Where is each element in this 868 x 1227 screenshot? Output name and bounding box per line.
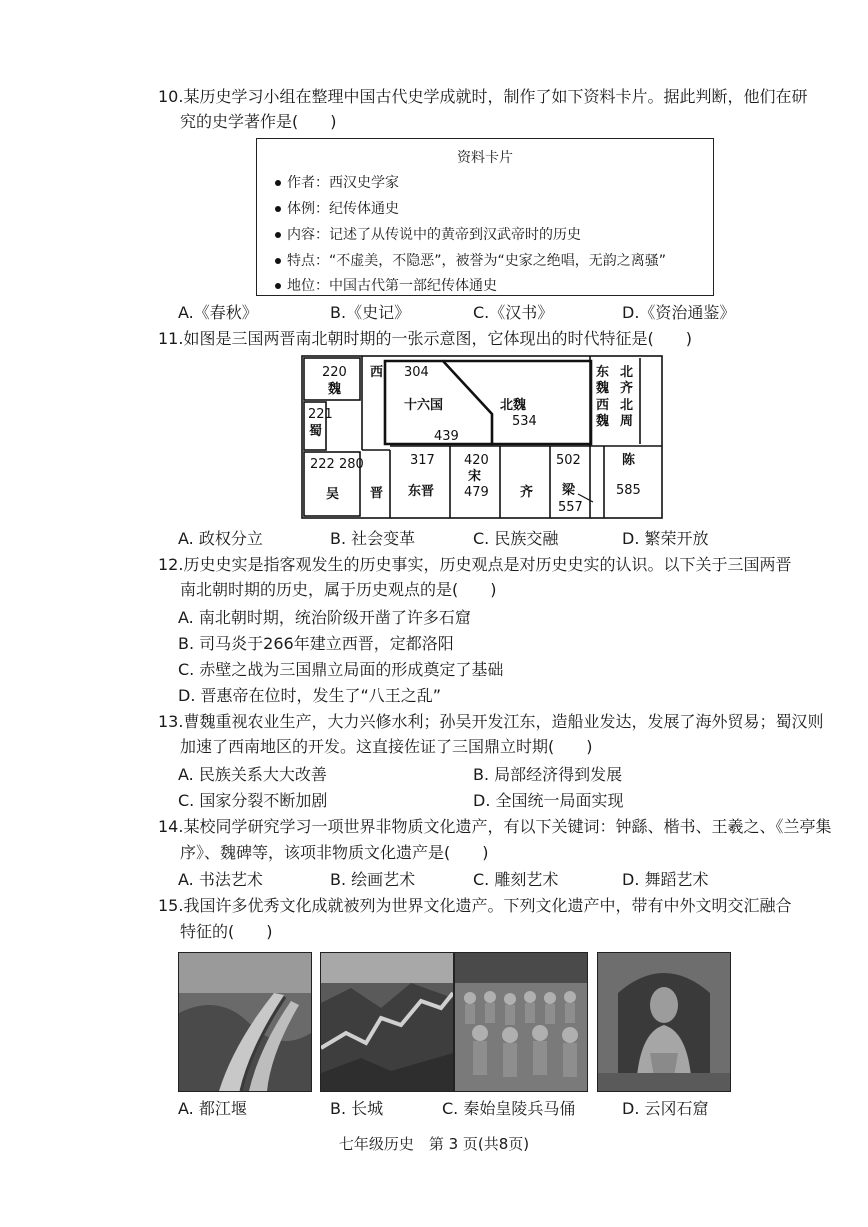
q10-option-d[interactable]: D.《资治通鉴》: [622, 303, 736, 322]
label-xi: 西: [370, 365, 384, 380]
bullet-icon: [275, 258, 281, 264]
page-footer: 七年级历史 第 3 页(共8页): [338, 1135, 530, 1153]
label-year-317: 317: [410, 453, 435, 468]
q13-option-d[interactable]: D. 全国统一局面实现: [473, 791, 624, 810]
q15-stem-line1: 15.我国许多优秀文化成就被列为世界文化遗产。下列文化遗产中，带有中外文明交汇融合: [158, 896, 792, 915]
label-xiwei-1: 西: [596, 398, 610, 413]
label-wu-years: 222 280: [310, 457, 364, 472]
q15-option-c[interactable]: C. 秦始皇陵兵马俑: [442, 1099, 576, 1118]
card-item: 地位：中国古代第一部纪传体通史: [275, 275, 497, 295]
q14-option-c[interactable]: C. 雕刻艺术: [473, 870, 559, 889]
label-wei: 魏: [328, 382, 342, 397]
q11-option-c[interactable]: C. 民族交融: [473, 529, 559, 548]
q13-option-a[interactable]: A. 民族关系大大改善: [178, 765, 327, 784]
label-qi: 齐: [520, 485, 534, 500]
label-chen: 陈: [622, 453, 636, 468]
q13-stem-line1: 13.曹魏重视农业生产，大力兴修水利；孙吴开发江东，造船业发达，发展了海外贸易；蜀汉则: [158, 712, 824, 731]
label-jin: 晋: [370, 486, 384, 501]
photo-yungang-grottoes: [597, 952, 731, 1092]
q11-stem: 11.如图是三国两晋南北朝时期的一张示意图，它体现出的时代特征是( ): [158, 329, 692, 348]
dynasty-diagram: [300, 354, 664, 520]
photo-great-wall: [320, 952, 454, 1092]
label-year-221: 221: [308, 407, 333, 422]
q15-option-d[interactable]: D. 云冈石窟: [622, 1099, 709, 1118]
photo-dujiangyan: [178, 952, 312, 1092]
q14-option-a[interactable]: A. 书法艺术: [178, 870, 263, 889]
label-year-534: 534: [512, 414, 537, 429]
q12-stem-line1: 12.历史史实是指客观发生的历史事实，历史观点是对历史史实的认识。以下关于三国两晋: [158, 555, 792, 574]
q12-option-d[interactable]: D. 晋惠帝在位时，发生了“八王之乱”: [178, 686, 442, 705]
q14-stem-line2: 序》、魏碑等，该项非物质文化遗产是( ): [180, 843, 489, 862]
q12-option-b[interactable]: B. 司马炎于266年建立西晋，定都洛阳: [178, 634, 454, 653]
q10-option-c[interactable]: C.《汉书》: [473, 303, 554, 322]
label-beiwei: 北魏: [500, 398, 527, 413]
label-year-420: 420: [464, 453, 489, 468]
q14-stem-line1: 14.某校同学研究学习一项世界非物质文化遗产，有以下关键词：钟繇、楷书、王羲之、《兰亭集: [158, 817, 832, 836]
label-beizhou-1: 北: [620, 398, 634, 413]
label-xiwei-2: 魏: [596, 414, 610, 429]
q15-option-a[interactable]: A. 都江堰: [178, 1099, 247, 1118]
label-sixteen-kingdoms: 十六国: [404, 398, 444, 413]
q15-stem-line2: 特征的( ): [180, 922, 273, 941]
q12-stem-line2: 南北朝时期的历史，属于历史观点的是( ): [180, 580, 497, 599]
label-year-220: 220: [322, 365, 347, 380]
q10-stem-line1: 10.某历史学习小组在整理中国古代史学成就时，制作了如下资料卡片。据此判断，他们在研: [158, 87, 808, 106]
q12-option-a[interactable]: A. 南北朝时期，统治阶级开凿了许多石窟: [178, 608, 471, 627]
label-dongwei-1: 东: [596, 365, 610, 380]
q11-option-d[interactable]: D. 繁荣开放: [622, 529, 709, 548]
q13-option-c[interactable]: C. 国家分裂不断加剧: [178, 791, 328, 810]
q10-option-b[interactable]: B.《史记》: [330, 303, 411, 322]
q15-option-b[interactable]: B. 长城: [330, 1099, 384, 1118]
photo-terracotta-army: [454, 952, 588, 1092]
label-beizhou-2: 周: [620, 414, 634, 429]
label-beiqi-1: 北: [620, 365, 634, 380]
q13-stem-line2: 加速了西南地区的开发。这直接佐证了三国鼎立时期( ): [180, 737, 593, 756]
label-liang: 梁: [562, 483, 576, 498]
q10-stem-line2: 究的史学著作是( ): [180, 112, 337, 131]
label-shu: 蜀: [309, 424, 323, 439]
label-year-585: 585: [616, 483, 641, 498]
q13-option-b[interactable]: B. 局部经济得到发展: [473, 765, 623, 784]
label-year-502: 502: [556, 453, 581, 468]
bullet-icon: [275, 232, 281, 238]
q14-option-d[interactable]: D. 舞蹈艺术: [622, 870, 709, 889]
q12-option-c[interactable]: C. 赤壁之战为三国鼎立局面的形成奠定了基础: [178, 660, 504, 679]
label-song: 宋: [468, 469, 482, 484]
bullet-icon: [275, 206, 281, 212]
q11-option-b[interactable]: B. 社会变革: [330, 529, 416, 548]
q14-option-b[interactable]: B. 绘画艺术: [330, 870, 416, 889]
label-year-479: 479: [464, 485, 489, 500]
q10-option-a[interactable]: A.《春秋》: [178, 303, 258, 322]
info-card: [256, 138, 714, 296]
card-item: 内容：记述了从传说中的黄帝到汉武帝时的历史: [275, 224, 581, 244]
bullet-icon: [275, 180, 281, 186]
label-wu: 吴: [326, 487, 340, 502]
card-title: 资料卡片: [457, 150, 513, 166]
card-item: 体例：纪传体通史: [275, 198, 399, 218]
q11-option-a[interactable]: A. 政权分立: [178, 529, 263, 548]
label-year-557: 557: [558, 500, 583, 515]
label-year-304: 304: [404, 365, 429, 380]
bullet-icon: [275, 283, 281, 289]
card-item: 作者：西汉史学家: [275, 172, 399, 192]
label-dongwei-2: 魏: [596, 381, 610, 396]
label-year-439: 439: [434, 429, 459, 444]
label-dongjin: 东晋: [408, 484, 435, 499]
label-beiqi-2: 齐: [620, 381, 634, 396]
card-item: 特点：“不虚美，不隐恶”，被誉为“史家之绝唱，无韵之离骚”: [275, 250, 666, 270]
